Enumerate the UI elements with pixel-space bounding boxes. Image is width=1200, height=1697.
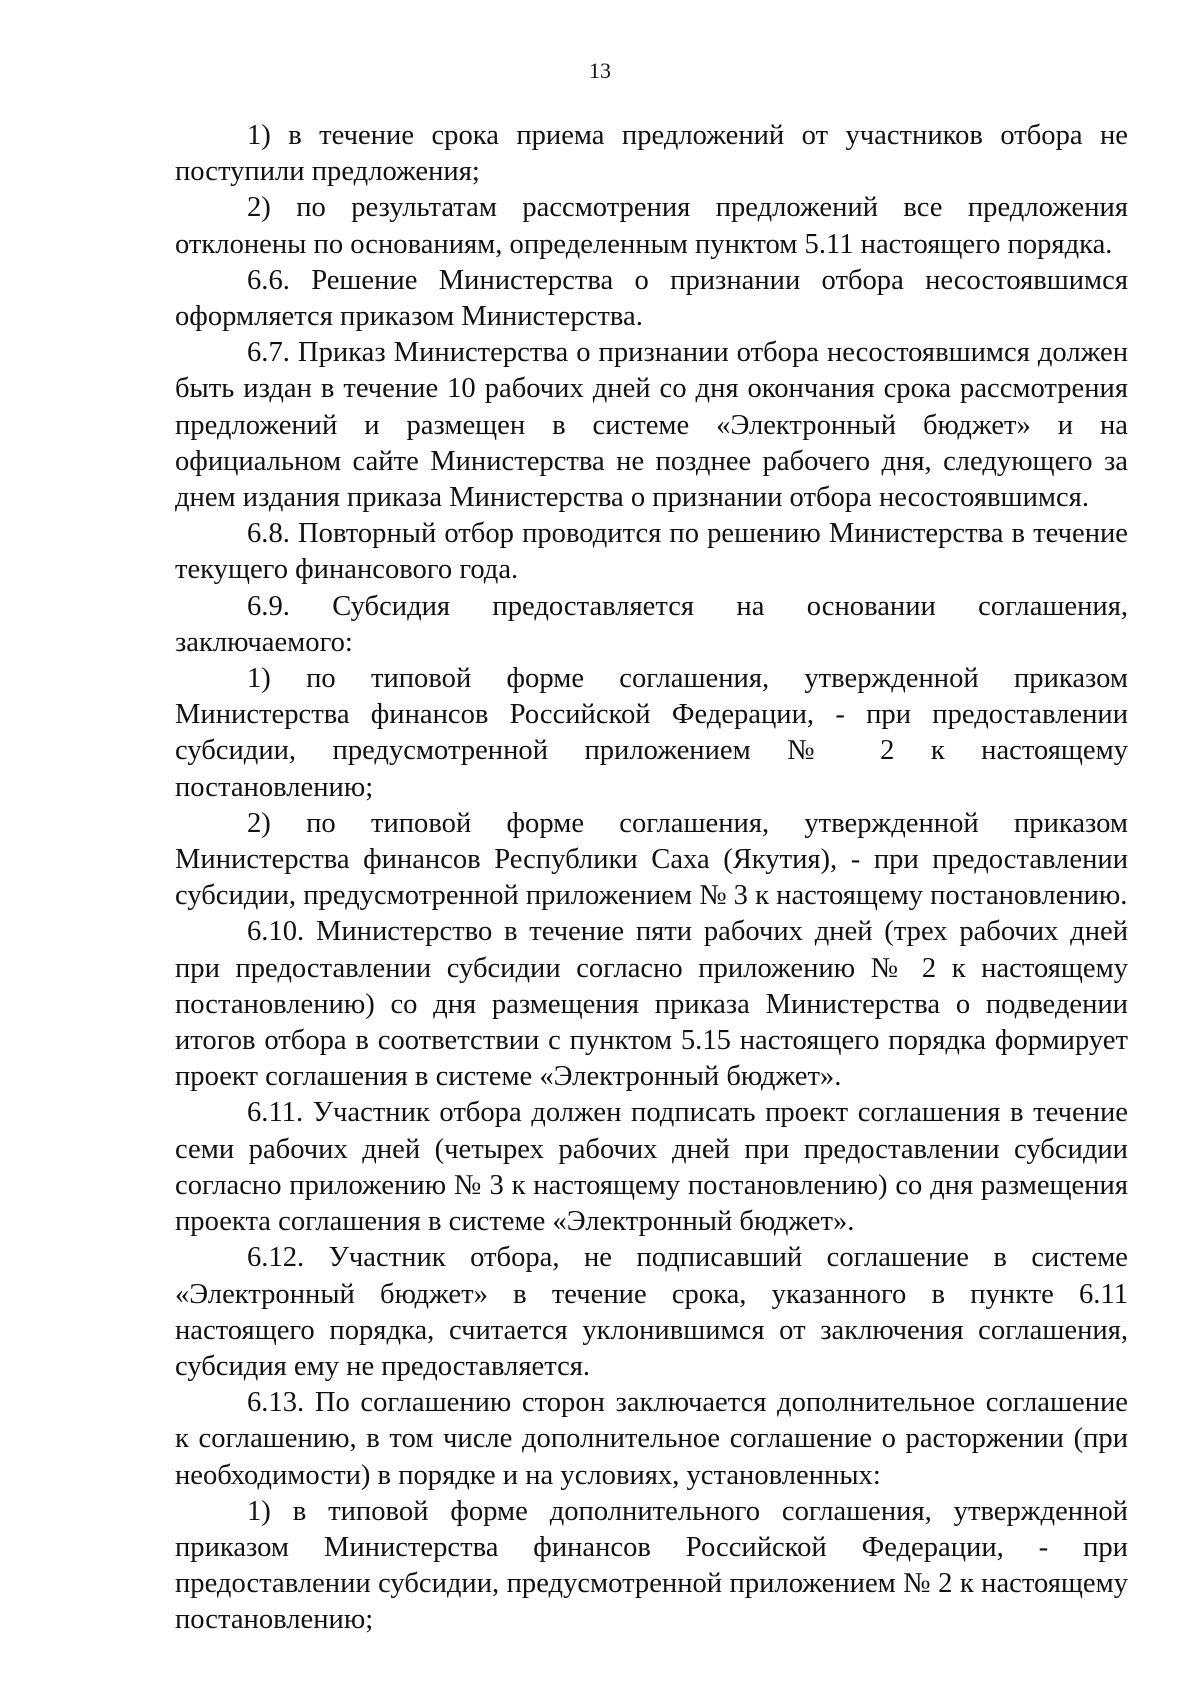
paragraph-6-12: 6.12. Участник отбора, не подписавший соглашение в системе «Электронный бюджет» в течение срока, указанного в пункте 6.11 настоящего порядка, считается уклонившимся от заключения соглашения, субсидия ему не предоставляется.: [175, 1242, 1128, 1382]
paragraph-6-6: 6.6. Решение Министерства о признании отбора несостоявшимся оформляется приказом Министерства.: [175, 264, 1128, 333]
document-body: [175, 118, 1128, 1639]
page-number: 13: [589, 58, 611, 83]
paragraph-6-9-item-2: 2) по типовой форме соглашения, утвержденной приказом Министерства финансов Республики Саха (Якутия), - при предоставлении субсидии, предусмотренной приложением № 3 к настоящему постановлению.: [175, 807, 1128, 912]
paragraph-6-9: 6.9. Субсидия предоставляется на основании соглашения, заключаемого:: [175, 590, 1128, 658]
paragraph-6-10: 6.10. Министерство в течение пяти рабочих дней (трех рабочих дней при предоставлении субсидии согласно приложению № 2 к настоящему постановлению) со дня размещения приказа Министерства о подведении итогов отбора в соответствии с пунктом 5.15 настоящего порядка формирует проект соглашения в системе «Электронный бюджет».: [175, 916, 1128, 1093]
paragraph-6-8: 6.8. Повторный отбор проводится по решению Министерства в течение текущего финансового года.: [175, 518, 1128, 586]
paragraph-item-2: 2) по результатам рассмотрения предложений все предложения отклонены по основаниям, определенным пунктом 5.11 настоящего порядка.: [175, 192, 1128, 260]
paragraph-6-7: 6.7. Приказ Министерства о признании отбора несостоявшимся должен быть издан в течение 10 рабочих дней со дня окончания срока рассмотрения предложений и размещен в системе «Электронный бюджет» и на официальном сайте Министерства не позднее рабочего дня, следующего за днем издания приказа Министерства о признании отбора несостоявшимся.: [175, 337, 1128, 514]
paragraph-6-13: 6.13. По соглашению сторон заключается дополнительное соглашение к соглашению, в том числе дополнительное соглашение о расторжении (при необходимости) в порядке и на условиях, установленных:: [175, 1387, 1128, 1491]
paragraph-item-1: 1) в течение срока приема предложений от участников отбора не поступили предложения;: [175, 120, 1128, 188]
paragraph-6-9-item-1: 1) по типовой форме соглашения, утвержденной приказом Министерства финансов Российской Федерации, - при предоставлении субсидии, предусмотренной приложением № 2 к настоящему постановлению;: [175, 663, 1128, 803]
paragraph-6-11: 6.11. Участник отбора должен подписать проект соглашения в течение семи рабочих дней (четырех рабочих дней при предоставлении субсидии согласно приложению № 3 к настоящему постановлению) со дня размещения проекта соглашения в системе «Электронный бюджет».: [175, 1097, 1128, 1238]
paragraph-6-13-item-1: 1) в типовой форме дополнительного соглашения, утвержденной приказом Министерства финансов Российской Федерации, - при предоставлении субсидии, предусмотренной приложением № 2 к настоящему постановлению;: [175, 1495, 1128, 1636]
